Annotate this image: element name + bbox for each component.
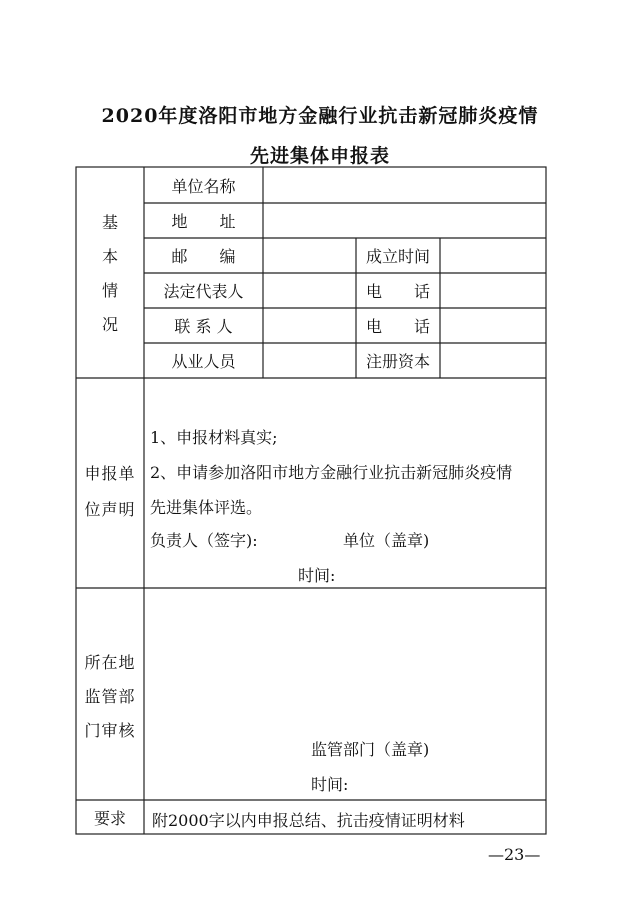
document-title-line2: 先进集体申报表 [249,145,390,167]
declaration-item-1: 1、申报材料真实; [150,428,278,447]
legal-rep-field[interactable] [263,273,356,308]
phone-field-1[interactable] [440,273,546,308]
capital-label: 注册资本 [365,352,430,371]
employees-field[interactable] [263,343,356,378]
phone-label-2: 电 话 [365,317,430,336]
legal-rep-label: 法定代表人 [163,282,244,301]
postcode-label: 邮 编 [171,247,236,266]
unit-name-field[interactable] [263,167,546,203]
basic-info-section-label [76,206,144,342]
employees-label: 从业人员 [171,352,236,371]
established-field[interactable] [440,238,546,273]
phone-label-1: 电 话 [365,282,430,301]
contact-field[interactable] [263,308,356,343]
basic-info-char-2: 本 [101,247,118,266]
declaration-section-label [76,456,144,528]
postcode-field[interactable] [263,238,356,273]
review-section-label [76,646,144,748]
review-label-line1: 所在地 [84,653,136,672]
review-label-line3: 门审核 [84,721,136,740]
basic-info-char-1: 基 [101,213,118,232]
capital-field[interactable] [440,343,546,378]
declaration-label-line2: 位声明 [84,500,136,519]
review-time-label: 时间: [311,775,349,794]
address-label: 地 址 [171,212,236,231]
basic-info-char-4: 况 [101,315,118,334]
page-number: —23— [488,845,541,864]
document-title-line1: 2020年度洛阳市地方金融行业抗击新冠肺炎疫情 [101,105,539,127]
phone-field-2[interactable] [440,308,546,343]
requirement-content: 附2000字以内申报总结、抗击疫情证明材料 [152,811,465,830]
declaration-label-line1: 申报单 [84,464,136,483]
dept-seal-label: 监管部门（盖章) [311,740,430,759]
unit-name-label: 单位名称 [171,176,236,196]
declaration-item-2: 2、申请参加洛阳市地方金融行业抗击新冠肺炎疫情 [150,463,513,482]
declaration-item-2-cont: 先进集体评选。 [150,498,263,517]
review-label-line2: 监管部 [84,687,136,706]
basic-info-char-3: 情 [101,281,118,300]
declaration-time-label: 时间: [298,566,336,585]
requirement-label: 要求 [93,808,126,828]
unit-seal-label: 单位（盖章) [343,531,430,550]
contact-label: 联 系 人 [174,317,233,336]
signer-label: 负责人（签字): [150,531,258,550]
established-label: 成立时间 [365,247,430,266]
address-field[interactable] [263,203,546,238]
